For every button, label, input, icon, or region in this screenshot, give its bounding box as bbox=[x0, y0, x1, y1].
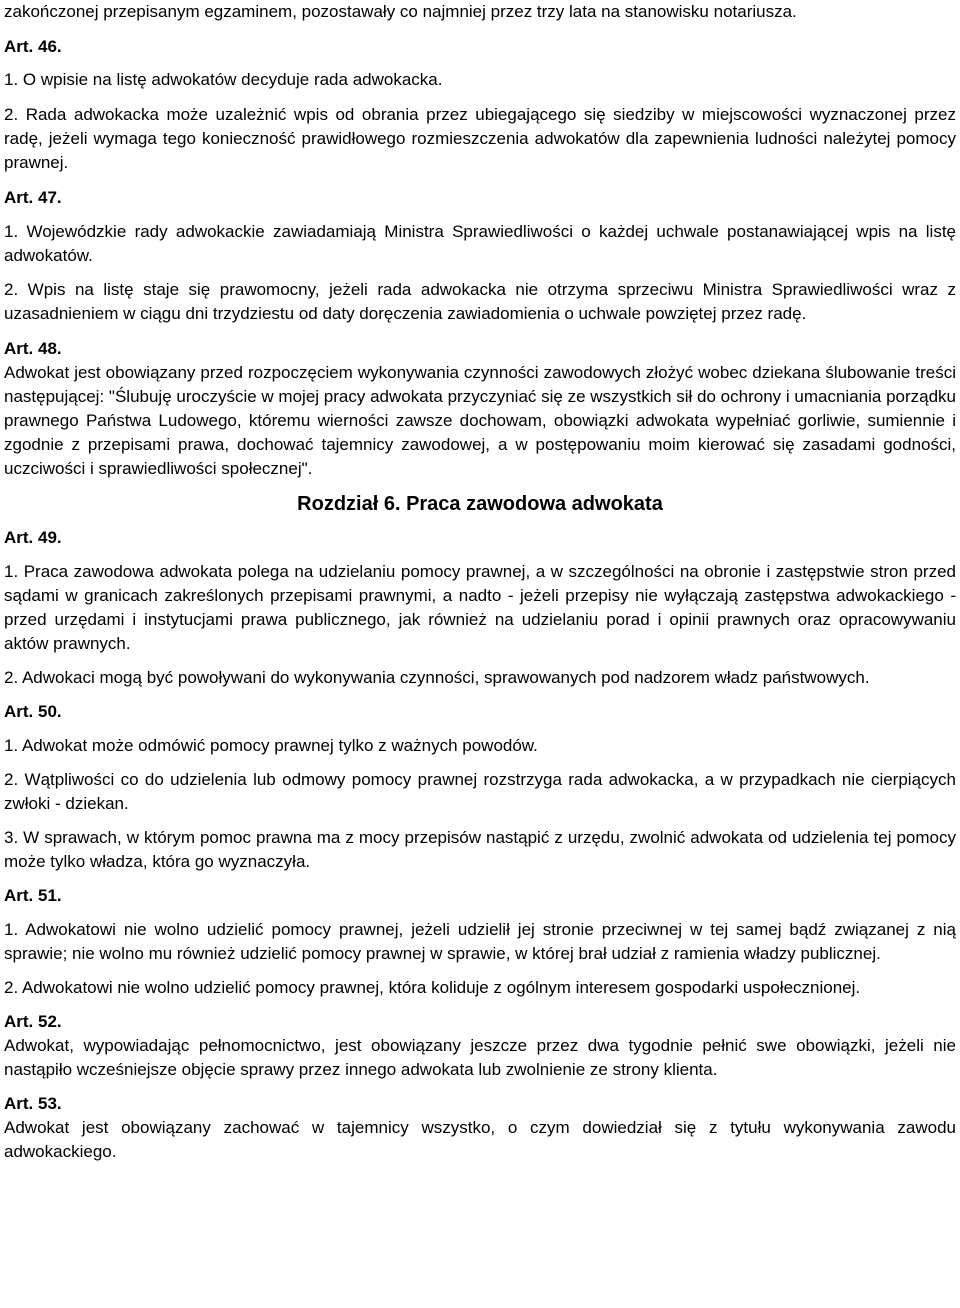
article-49-heading: Art. 49. bbox=[4, 528, 62, 547]
article-47-paragraph-2: 2. Wpis na listę staje się prawomocny, jeżeli rada adwokacka nie otrzyma sprzeciwu Ministra Sprawiedliwości wraz z uzasadnieniem w ciągu dni trzydziestu od daty doręczenia zawiadomienia o uchwale powziętej przez radę. bbox=[4, 280, 956, 323]
article-51-heading: Art. 51. bbox=[4, 886, 62, 905]
article-53-paragraph-1: Adwokat jest obowiązany zachować w tajemnicy wszystko, o czym dowiedział się z tytułu wykonywania zawodu adwokackiego. bbox=[4, 1118, 956, 1161]
article-49-paragraph-1: 1. Praca zawodowa adwokata polega na udzielaniu pomocy prawnej, a w szczególności na obronie i zastępstwie stron przed sądami w granicach zakreślonych przepisami prawnymi, a nadto - jeżeli przepisy nie wyłączają zastępstwa adwokackiego - przed urzędami i instytucjami prawa publicznego, jak również na udzielaniu porad i opinii prawnych oraz opracowywaniu aktów prawnych. bbox=[4, 562, 956, 653]
document-page bbox=[4, 0, 956, 1164]
article-52-heading: Art. 52. bbox=[4, 1012, 62, 1031]
article-47-paragraph-1: 1. Wojewódzkie rady adwokackie zawiadamiają Ministra Sprawiedliwości o każdej uchwale postanawiającej wpis na listę adwokatów. bbox=[4, 222, 956, 265]
article-50-paragraph-1: 1. Adwokat może odmówić pomocy prawnej tylko z ważnych powodów. bbox=[4, 736, 538, 755]
article-50-paragraph-3: 3. W sprawach, w którym pomoc prawna ma z mocy przepisów nastąpić z urzędu, zwolnić adwokata od udzielenia tej pomocy może tylko władza, która go wyznaczyła. bbox=[4, 828, 956, 871]
article-46-paragraph-1: 1. O wpisie na listę adwokatów decyduje rada adwokacka. bbox=[4, 70, 443, 89]
chapter-6-title: Rozdział 6. Praca zawodowa adwokata bbox=[297, 493, 663, 515]
article-46-heading: Art. 46. bbox=[4, 37, 62, 56]
article-47-heading: Art. 47. bbox=[4, 188, 62, 207]
article-48-heading: Art. 48. bbox=[4, 339, 62, 358]
article-50-paragraph-2: 2. Wątpliwości co do udzielenia lub odmowy pomocy prawnej rozstrzyga rada adwokacka, a w przypadkach nie cierpiących zwłoki - dziekan. bbox=[4, 770, 956, 813]
article-52-paragraph-1: Adwokat, wypowiadając pełnomocnictwo, jest obowiązany jeszcze przez dwa tygodnie pełnić swe obowiązki, jeżeli nie nastąpiło wcześniejsze objęcie sprawy przez innego adwokata lub zwolnienie ze strony klienta. bbox=[4, 1036, 956, 1079]
article-48-paragraph-1: Adwokat jest obowiązany przed rozpoczęciem wykonywania czynności zawodowych złożyć wobec dziekana ślubowanie treści następującej: "Ślubuję uroczyście w mojej pracy adwokata przyczyniać się ze wszystkich sił do ochrony i umacniania porządku prawnego Państwa Ludowego, któremu wierności zawsze dochowam, obowiązki adwokata wypełniać gorliwie, sumiennie i zgodnie z przepisami prawa, dochować tajemnicy zawodowej, a w postępowaniu moim kierować się zasadami godności, uczciwości i sprawiedliwości społecznej". bbox=[4, 363, 956, 478]
article-51-paragraph-1: 1. Adwokatowi nie wolno udzielić pomocy prawnej, jeżeli udzielił jej stronie przeciwnej w tej samej bądź związanej z nią sprawie; nie wolno mu również udzielić pomocy prawnej w sprawie, w której brał udział z ramienia władzy publicznej. bbox=[4, 920, 956, 963]
article-50-heading: Art. 50. bbox=[4, 702, 62, 721]
intro-paragraph: zakończonej przepisanym egzaminem, pozostawały co najmniej przez trzy lata na stanowisku notariusza. bbox=[4, 2, 797, 21]
article-51-paragraph-2: 2. Adwokatowi nie wolno udzielić pomocy prawnej, która koliduje z ogólnym interesem gospodarki uspołecznionej. bbox=[4, 978, 861, 997]
article-49-paragraph-2: 2. Adwokaci mogą być powoływani do wykonywania czynności, sprawowanych pod nadzorem władz państwowych. bbox=[4, 668, 870, 687]
article-53-heading: Art. 53. bbox=[4, 1094, 62, 1113]
article-46-paragraph-2: 2. Rada adwokacka może uzależnić wpis od obrania przez ubiegającego się siedziby w miejscowości wyznaczonej przez radę, jeżeli wymaga tego konieczność prawidłowego rozmieszczenia adwokatów dla zapewnienia ludności należytej pomocy prawnej. bbox=[4, 105, 956, 172]
